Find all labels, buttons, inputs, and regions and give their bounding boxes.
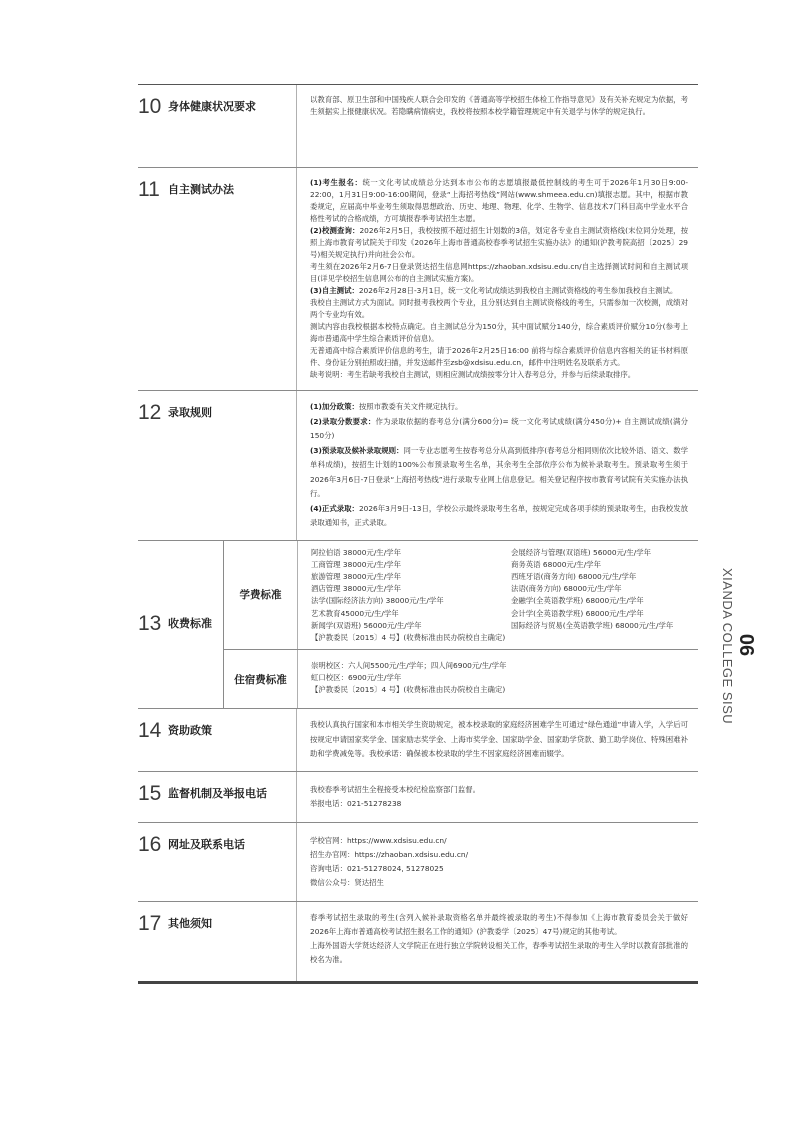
fee-item: 虹口校区：6900元/生/学年	[311, 673, 402, 683]
paragraph-lead: (3)自主测试：	[310, 286, 359, 295]
paragraph-text: 测试内容由我校根据本校特点确定。自主测试总分为150分，其中面试赋分140分，综合素质评价赋分10分(参考上海市普通高中学生综合素质评价信息)。	[310, 322, 688, 343]
paragraph	[310, 321, 688, 345]
tuition-list-left	[311, 547, 503, 632]
fee-item: 会展经济与管理(双语班) 56000元/生/学年	[511, 547, 652, 557]
paragraph	[310, 345, 688, 369]
paragraph	[310, 369, 688, 381]
fee-item: 西班牙语(商务方向) 68000元/生/学年	[511, 571, 637, 581]
tuition-note: 【沪教委民〔2015〕4 号】(收费标准由民办院校自主确定)	[311, 632, 506, 642]
paragraph	[310, 177, 688, 225]
section-title: 资助政策	[168, 724, 212, 738]
paragraph-lead: (4)正式录取：	[310, 503, 359, 513]
paragraph	[310, 848, 688, 862]
section-title: 收费标准	[168, 617, 212, 631]
tuition-row	[224, 541, 698, 650]
section-title: 录取规则	[168, 406, 212, 419]
paragraph-lead: (2)校测查询：	[310, 226, 360, 235]
fee-item: 金融学(全英语教学班) 68000元/生/学年	[511, 596, 644, 606]
paragraph-lead: (1)加分政策：	[310, 402, 359, 411]
fee-item: 崇明校区：六人间5500元/生/学年；四人间6900元/生/学年	[311, 661, 507, 671]
section-number: 13	[138, 612, 162, 636]
paragraph-lead: (3)预录取及候补录取规则：	[310, 445, 404, 455]
fee-item: 新闻学(双语班) 56000元/生/学年	[311, 620, 422, 630]
section-self-test	[138, 168, 698, 391]
fee-item: 商务英语 68000元/生/学年	[511, 559, 601, 569]
section-body	[297, 709, 698, 771]
lodging-row	[224, 649, 698, 708]
section-number: 14	[138, 719, 162, 743]
fee-item: 国际经济与贸易(全英语教学班) 68000元/生/学年	[511, 620, 674, 630]
paragraph-text: 无普通高中综合素质评价信息的考生，请于2026年2月25日16:00 前将与综合素质评价信息内容相关的证书材料原件、身份证分别拍照或扫描，并发送邮件至zsb@xdsisu.edu.cn，邮件中注明姓名及联系方式。	[310, 346, 688, 367]
paragraph-text: 2026年2月5日，我校按照不超过招生计划数的3倍，划定各专业自主测试资格线(末位同分处理，按照上海市教育考试院关于印发《2026年上海市普通高校春季考试招生实施办法》的通知(沪教考院高招〔2025〕29号)相关规定执行)并向社会公布。	[310, 226, 688, 259]
tuition-list-right	[511, 547, 688, 632]
section-body	[297, 772, 698, 822]
paragraph-text: 缺考说明：考生若缺考我校自主测试，则相应测试成绩按零分计入春考总分，并参与后续录取排序。	[310, 370, 636, 379]
paragraph	[310, 876, 688, 890]
paragraph	[310, 834, 688, 848]
paragraph-text: 作为录取依据的春考总分(满分600分)= 统一文化考试成绩(满分450分)+ 自主测试成绩(满分150分)	[310, 416, 688, 440]
paragraph	[310, 502, 688, 531]
section-body	[297, 391, 698, 540]
paragraph	[310, 783, 688, 797]
section-title: 自主测试办法	[168, 183, 234, 196]
paragraph-text: 以教育部、原卫生部和中国残疾人联合会印发的《普通高等学校招生体检工作指导意见》及有关补充规定为依据，考生须据实上报健康状况。若隐瞒病情病史，我校将按照本校学籍管理规定中有关退学与休学的规定执行。	[310, 95, 688, 116]
section-label	[138, 168, 297, 390]
section-body	[297, 168, 698, 390]
section-label	[138, 541, 224, 709]
tuition-body	[298, 541, 698, 650]
section-label	[138, 85, 297, 167]
paragraph-text: 统一文化考试成绩总分达到本市公布的志愿填报最低控制线的考生可于2026年1月30日9:00-22:00，1月31日9:00-16:00期间，登录“上海招考热线”网站(www.shmeea.edu.cn)填报志愿。其中，根据市教委规定，应届高中毕业考生须取得思想政治、历史、地理、物理、化学、生物学、信息技术7门科目高中学业水平合格性考试的合格成绩，方可填报春季考试招生志愿。	[310, 178, 688, 223]
paragraph	[310, 797, 688, 811]
fee-item: 【沪教委民〔2015〕4 号】(收费标准由民办院校自主确定)	[311, 685, 506, 695]
section-label	[138, 823, 297, 901]
paragraph	[310, 718, 688, 762]
section-number: 10	[138, 95, 162, 118]
fee-item: 工商管理 38000元/生/学年	[311, 559, 401, 569]
paragraph-text: 举报电话：021-51278238	[310, 798, 402, 808]
fee-details	[224, 541, 698, 709]
paragraph-text: 我校春季考试招生全程接受本校纪检监察部门监督。	[310, 784, 480, 794]
section-fees	[138, 541, 698, 710]
lodging-label: 住宿费标准	[224, 650, 298, 708]
section-number: 17	[138, 911, 162, 935]
paragraph-text: 春季考试招生录取的考生(含列入候补录取资格名单并最终被录取的考生)不得参加《上海市教育委员会关于做好2026年上海市普通高校考试招生报名工作的通知》(沪教委学〔2025〕47号)规定的其他考试。	[310, 912, 688, 936]
paragraph-text: 考生须在2026年2月6-7日登录贤达招生信息网https://zhaoban.xdsisu.edu.cn/自主选择测试时间和自主测试项目(详见学校招生信息网公布的自主测试实施方案)。	[310, 262, 688, 283]
section-label	[138, 709, 297, 771]
section-other	[138, 902, 698, 984]
paragraph-text: 我校自主测试方式为面试。同时报考我校两个专业，且分别达到自主测试资格线的考生，只需参加一次校测，成绩对两个专业均有效。	[310, 298, 688, 319]
paragraph-text: 按照市教委有关文件规定执行。	[358, 402, 463, 411]
section-health	[138, 85, 698, 168]
lodging-body	[298, 650, 698, 708]
section-label	[138, 391, 297, 540]
paragraph	[310, 862, 688, 876]
paragraph	[310, 297, 688, 321]
paragraph	[310, 94, 688, 118]
paragraph	[310, 939, 688, 967]
paragraph	[310, 225, 688, 261]
fee-item: 酒店管理 38000元/生/学年	[311, 584, 401, 594]
section-number: 11	[138, 178, 160, 201]
section-title: 其他须知	[168, 916, 212, 930]
section-admission	[138, 391, 698, 541]
paragraph-text: 上海外国语大学贤达经济人文学院正在进行独立学院转设相关工作，春季考试招生录取的考生入学时以教育部批准的校名为准。	[310, 940, 688, 964]
paragraph-text: 2026年2月28日-3月1日，统一文化考试成绩达到我校自主测试资格线的考生参加我校自主测试。	[358, 286, 678, 295]
paragraph-lead: (2)录取分数要求：	[310, 416, 376, 426]
paragraph	[310, 415, 688, 444]
paragraph-text: 学校官网：https://www.xdsisu.edu.cn/	[310, 835, 447, 845]
fee-item: 阿拉伯语 38000元/生/学年	[311, 547, 401, 557]
fee-item: 法语(商务方向) 68000元/生/学年	[511, 584, 622, 594]
section-number: 16	[138, 832, 162, 856]
section-label	[138, 772, 297, 822]
fee-item: 法学(国际经济法方向) 38000元/生/学年	[311, 596, 444, 606]
section-body	[297, 85, 698, 167]
fee-item: 会计学(全英语教学班) 68000元/生/学年	[511, 608, 644, 618]
fee-item: 旅游管理 38000元/生/学年	[311, 571, 401, 581]
section-supervision	[138, 772, 698, 823]
section-title: 网址及联系电话	[168, 837, 245, 851]
section-contact	[138, 823, 698, 902]
paragraph	[310, 444, 688, 502]
tuition-label: 学费标准	[224, 541, 298, 650]
page-number: 06	[735, 633, 757, 657]
tuition-grid	[311, 547, 688, 632]
section-label	[138, 902, 297, 981]
section-body	[297, 823, 698, 901]
paragraph-text: 2026年3月9日-13日，学校公示最终录取考生名单，按规定完成各项手续的预录取考生，由我校发放录取通知书，正式录取。	[310, 503, 688, 527]
section-aid	[138, 709, 698, 772]
paragraph-text: 微信公众号：贤达招生	[310, 877, 384, 887]
section-title: 监督机制及举报电话	[168, 786, 267, 800]
paragraph-text: 同一专业志愿考生按春考总分从高到低排序(春考总分相同则依次比较外语、语文、数学单科成绩)，按招生计划的100%公布预录取考生名单，其余考生全部依序公布为候补录取考生。预录取考生须于2026年3月6日-7日登录“上海招考热线”进行录取专业网上信息登记。相关登记程序按市教育考试院有关实施办法执行。	[310, 445, 688, 498]
paragraph-text: 我校认真执行国家和本市相关学生资助规定，被本校录取的家庭经济困难学生可通过“绿色通道”申请入学，入学后可按规定申请国家奖学金、国家励志奖学金、上海市奖学金、国家助学金、国家助学贷款、勤工助学岗位、特殊困难补助和学费减免等。我校承诺：确保被本校录取的学生不因家庭经济困难而辍学。	[310, 720, 688, 759]
section-body	[297, 902, 698, 981]
fee-item: 艺术教育45000元/生/学年	[311, 608, 399, 618]
paragraph	[310, 261, 688, 285]
section-title: 身体健康状况要求	[168, 100, 256, 113]
paragraph-text: 招生办官网：https://zhaoban.xdsisu.edu.cn/	[310, 849, 469, 859]
paragraph	[310, 400, 688, 415]
paragraph-text: 咨询电话：021-51278024, 51278025	[310, 863, 444, 873]
admission-rules-table	[138, 84, 698, 984]
section-number: 12	[138, 401, 162, 424]
college-name-vertical: XIANDA COLLEGE SISU	[720, 568, 735, 725]
paragraph	[310, 285, 688, 297]
paragraph	[310, 911, 688, 939]
paragraph-lead: (1)考生报名：	[310, 178, 363, 187]
section-number: 15	[138, 781, 162, 805]
